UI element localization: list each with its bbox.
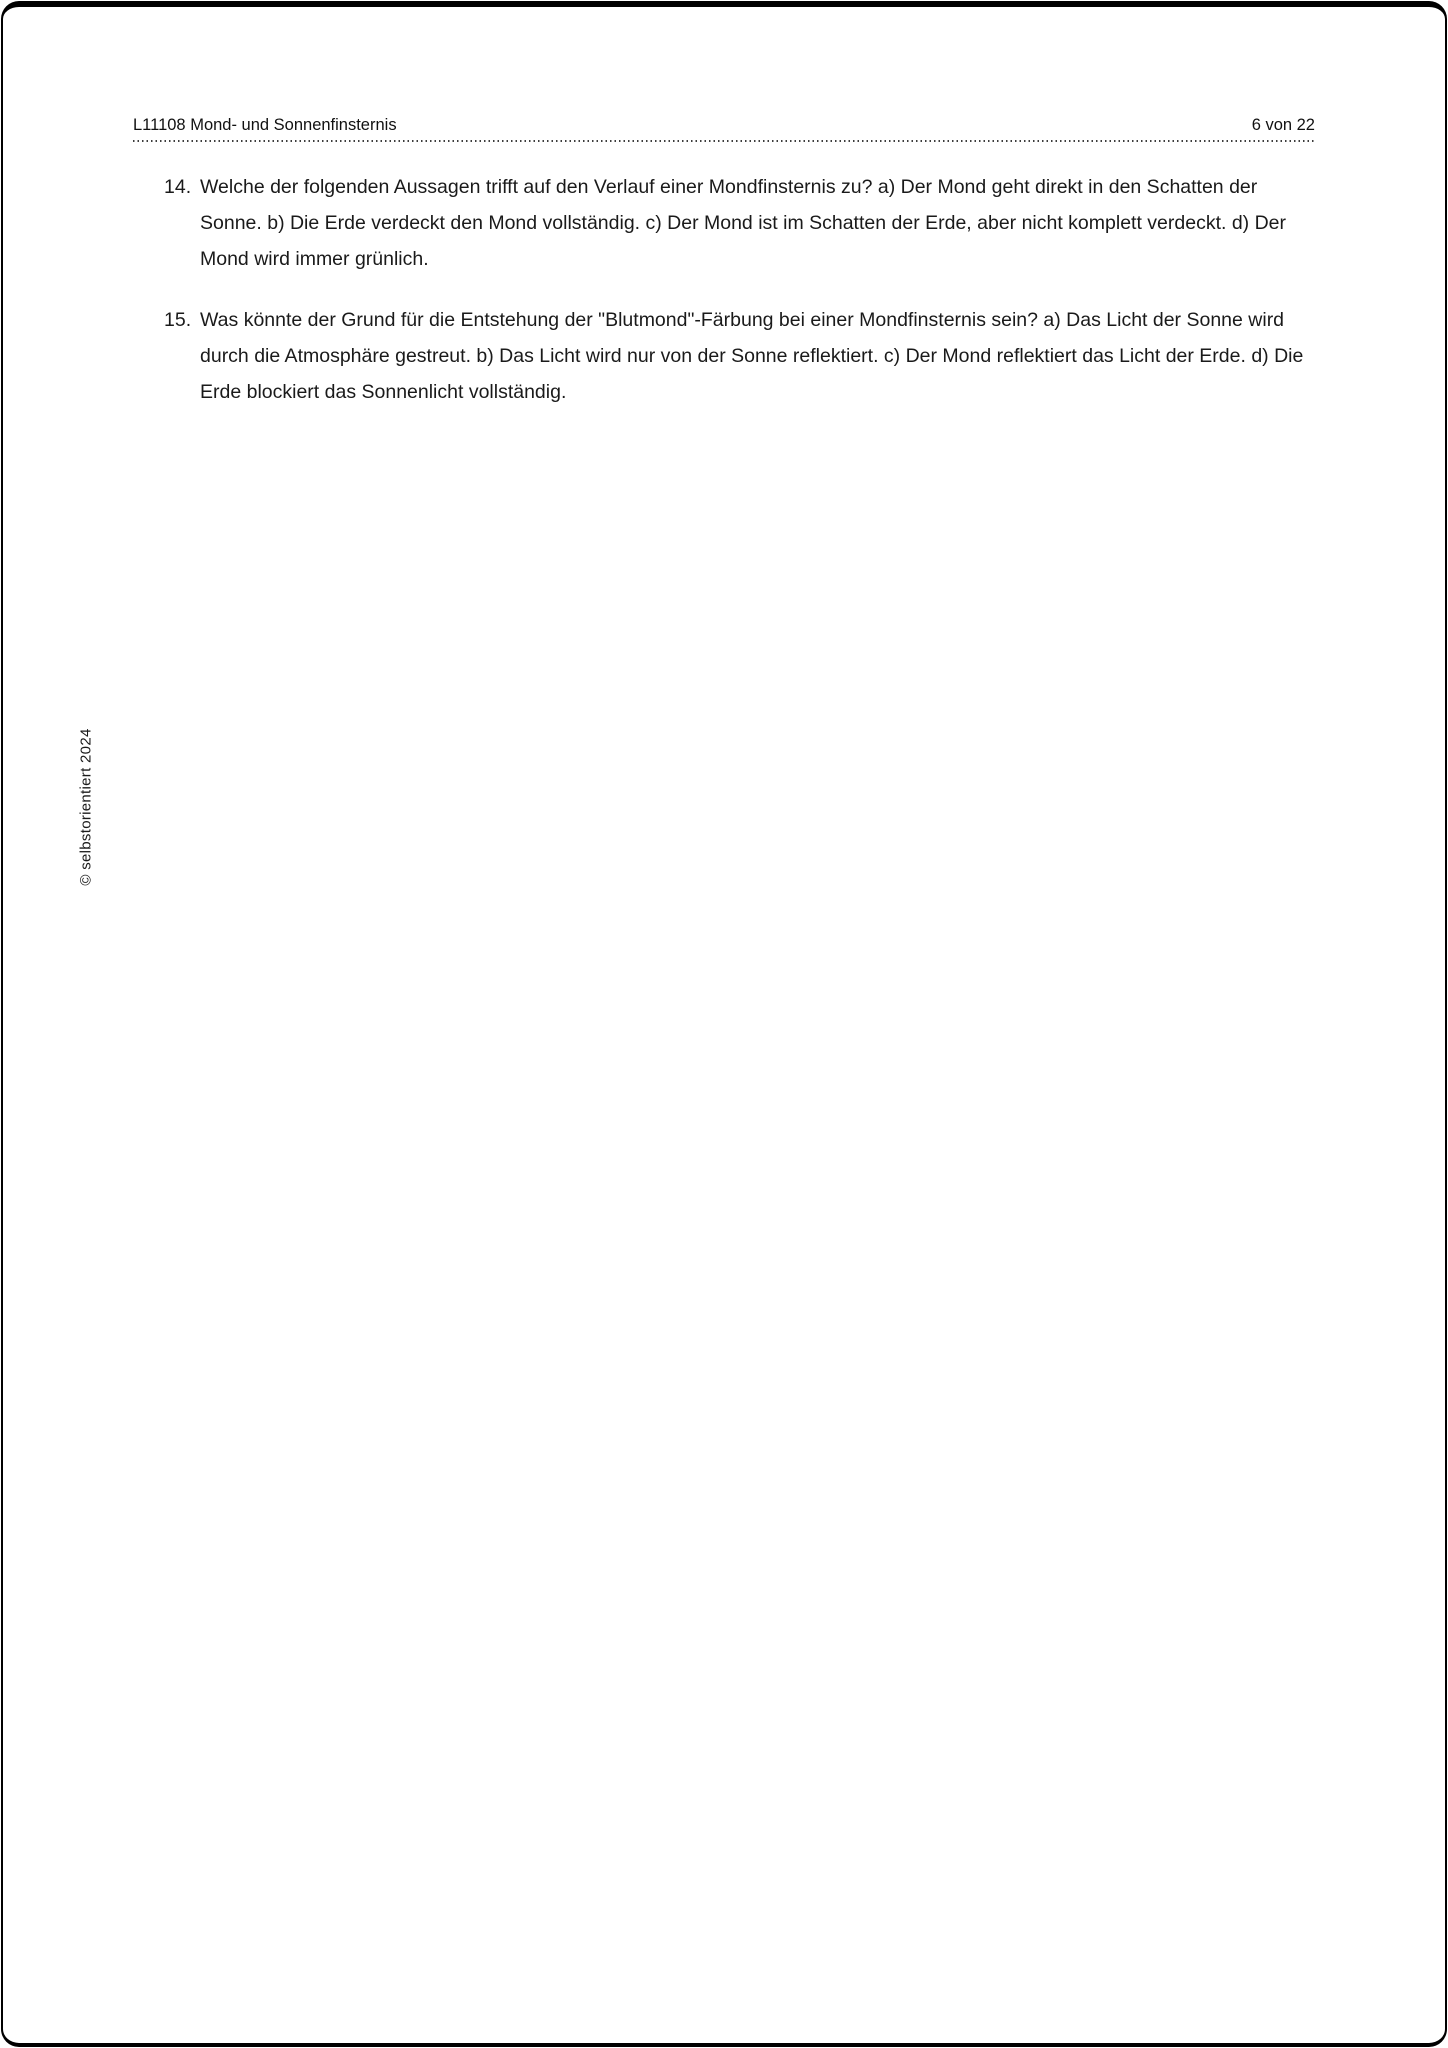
question-list [133,169,1315,410]
header-page-number: 6 von 22 [1251,116,1315,134]
copyright-vertical-text: © selbstorientiert 2024 [77,728,95,886]
page-header [133,115,1315,135]
header-divider [133,140,1315,142]
question-item-14 [133,169,1315,277]
worksheet-page [133,0,1315,435]
header-doc-id: L11108 Mond- und Sonnenfinsternis [133,116,397,134]
question-text: Was könnte der Grund für die Entstehung der "Blutmond"-Färbung bei einer Mondfinsternis sein? a) Das Licht der Sonne wird durch die Atmosphäre gestreut. b) Das Licht wird nur von der Sonne reflektiert. c) Der Mond reflektiert das Licht der Erde. d) Die Erde blockiert das Sonnenlicht vollständig. [200,309,1304,403]
question-item-15 [133,302,1315,410]
question-number: 14. [164,176,192,198]
question-text: Welche der folgenden Aussagen trifft auf den Verlauf einer Mondfinsternis zu? a) Der Mond geht direkt in den Schatten der Sonne. b) Die Erde verdeckt den Mond vollständig. c) Der Mond ist im Schatten der Erde, aber nicht komplett verdeckt. d) Der Mond wird immer grünlich. [200,176,1287,270]
question-number: 15. [164,309,192,331]
